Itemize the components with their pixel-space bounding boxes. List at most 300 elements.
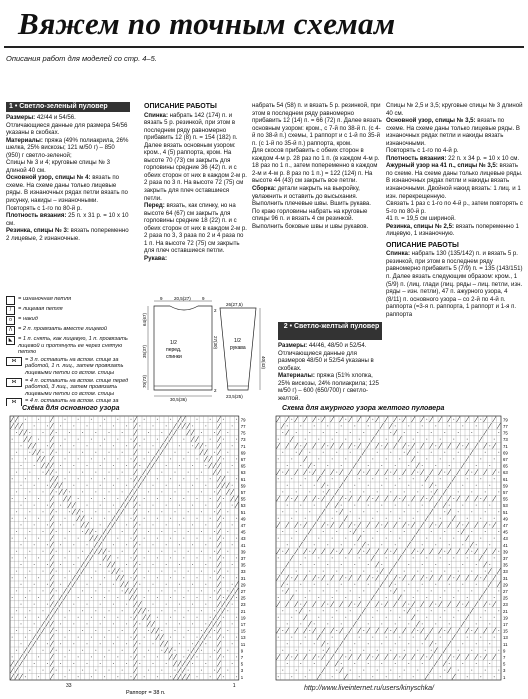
stitch-dot	[462, 544, 463, 545]
stitch-dot	[494, 518, 495, 519]
stitch-dot	[201, 610, 202, 611]
chart1-row-number: 19	[240, 615, 246, 621]
chart1-repeat-label: Раппорт = 38 п.	[126, 690, 166, 696]
stitch-dot	[471, 432, 472, 433]
stitch-dot	[47, 663, 48, 664]
stitch-dot	[223, 458, 224, 459]
stitch-dot	[318, 458, 319, 459]
stitch-dot	[232, 465, 233, 466]
stitch-dot	[109, 452, 110, 453]
stitch-dot	[25, 538, 26, 539]
stitch-dot	[214, 511, 215, 512]
stitch-dot	[236, 478, 237, 479]
stitch-dot	[100, 643, 101, 644]
stitch-dot	[296, 511, 297, 512]
stitch-dot	[471, 650, 472, 651]
stitch-dot	[345, 577, 346, 578]
stitch-dot	[183, 439, 184, 440]
stitch-dot	[144, 518, 145, 519]
stitch-dot	[291, 676, 292, 677]
stitch-dot	[476, 425, 477, 426]
stitch-dot	[395, 485, 396, 486]
stitch-dot	[227, 590, 228, 591]
front-back-label-1: 1/2	[170, 340, 177, 346]
stitch-dot	[56, 432, 57, 433]
stitch-dot	[227, 531, 228, 532]
stitch-dot	[139, 544, 140, 545]
model2-materials: Материалы: пряжа (51% хлопка, 25% вискозы, 24% полиакрила; 125 м/50 г) – 600 (650/700) г светло-желтой.	[278, 372, 379, 402]
stitch-dot	[345, 498, 346, 499]
chart2-row-number: 21	[503, 608, 508, 614]
stitch-dot	[43, 432, 44, 433]
stitch-dot	[201, 491, 202, 492]
stitch-dot	[16, 472, 17, 473]
stitch-dot	[232, 643, 233, 644]
stitch-dot	[291, 637, 292, 638]
stitch-dot	[422, 643, 423, 644]
chart2-row-number: 47	[503, 523, 508, 528]
stitch-dot	[408, 623, 409, 624]
stitch-dot	[345, 439, 346, 440]
stitch-dot	[87, 445, 88, 446]
stitch-dot	[363, 551, 364, 552]
stitch-dot	[336, 531, 337, 532]
stitch-dot	[480, 518, 481, 519]
stitch-dot	[34, 544, 35, 545]
stitch-dot	[363, 630, 364, 631]
stitch-dot	[16, 551, 17, 552]
stitch-dot	[78, 656, 79, 657]
stitch-dot	[144, 597, 145, 598]
chart2-row-number: 75	[503, 430, 508, 436]
stitch-dot	[395, 465, 396, 466]
chart2-row-number: 71	[503, 443, 508, 449]
stitch-dot	[183, 478, 184, 479]
stitch-dot	[236, 656, 237, 657]
stitch-dot	[386, 538, 387, 539]
stitch-dot	[12, 656, 13, 657]
stitch-dot	[82, 670, 83, 671]
work1-assembly: Сборка: детали накрыть на выкройку, увлажнить и оставить до высыхания. Выполнить плечевые швы. Вшить рукава.	[252, 185, 372, 208]
chart2-row-number: 35	[503, 562, 508, 568]
stitch-dot	[354, 544, 355, 545]
stitch-dot	[372, 458, 373, 459]
stitch-dot	[336, 571, 337, 572]
stitch-dot	[148, 610, 149, 611]
stitch-dot	[60, 465, 61, 466]
stitch-dot	[485, 670, 486, 671]
chart2-row-number: 65	[503, 463, 508, 469]
stitch-dot	[210, 518, 211, 519]
chart2-row-number: 57	[503, 490, 508, 495]
stitch-dot	[377, 610, 378, 611]
stitch-dot	[100, 524, 101, 525]
stitch-dot	[390, 531, 391, 532]
stitch-dot	[223, 577, 224, 578]
stitch-dot	[60, 643, 61, 644]
stitch-dot	[205, 485, 206, 486]
stitch-dot	[417, 571, 418, 572]
stitch-dot	[87, 505, 88, 506]
stitch-dot	[314, 623, 315, 624]
dim-top-2: 9	[202, 296, 205, 301]
stitch-dot	[462, 584, 463, 585]
stitch-dot	[296, 590, 297, 591]
stitch-dot	[205, 564, 206, 565]
model2-lace-width: 41 п. = 19,5 см шириной.	[386, 215, 456, 223]
stitch-dot	[25, 478, 26, 479]
stitch-dot	[104, 439, 105, 440]
stitch-dot	[205, 524, 206, 525]
stitch-dot	[417, 610, 418, 611]
stitch-dot	[148, 531, 149, 532]
stitch-dot	[144, 557, 145, 558]
stitch-dot	[100, 505, 101, 506]
stitch-dot	[232, 564, 233, 565]
stitch-dot	[210, 577, 211, 578]
stitch-dot	[345, 538, 346, 539]
stitch-dot	[399, 637, 400, 638]
stitch-dot	[363, 650, 364, 651]
stitch-dot	[395, 623, 396, 624]
stitch-dot	[453, 557, 454, 558]
chart2-row-number: 59	[503, 483, 508, 489]
chart1-row-number: 51	[240, 509, 246, 515]
stitch-dot	[390, 511, 391, 512]
stitch-dot	[287, 544, 288, 545]
stitch-dot	[104, 518, 105, 519]
stitch-dot	[413, 518, 414, 519]
stitch-dot	[175, 670, 176, 671]
stitch-dot	[223, 617, 224, 618]
stitch-dot	[422, 505, 423, 506]
stitch-dot	[91, 656, 92, 657]
stitch-dot	[104, 637, 105, 638]
stitch-dot	[291, 538, 292, 539]
stitch-dot	[291, 518, 292, 519]
stitch-dot	[104, 617, 105, 618]
stitch-dot	[282, 630, 283, 631]
stitch-dot	[422, 485, 423, 486]
stitch-dot	[131, 557, 132, 558]
stitch-dot	[377, 571, 378, 572]
stitch-dot	[188, 491, 189, 492]
stitch-dot	[372, 478, 373, 479]
stitch-dot	[29, 491, 30, 492]
stitch-dot	[291, 656, 292, 657]
stitch-dot	[413, 439, 414, 440]
stitch-dot	[341, 425, 342, 426]
stitch-dot	[210, 597, 211, 598]
stitch-dot	[431, 531, 432, 532]
stitch-dot	[139, 584, 140, 585]
stitch-dot	[117, 478, 118, 479]
stitch-dot	[104, 597, 105, 598]
stitch-dot	[21, 604, 22, 605]
stitch-dot	[95, 452, 96, 453]
stitch-dot	[113, 465, 114, 466]
stitch-dot	[65, 518, 66, 519]
stitch-dot	[56, 590, 57, 591]
stitch-dot	[60, 445, 61, 446]
stitch-dot	[38, 419, 39, 420]
stitch-dot	[91, 597, 92, 598]
stitch-dot	[82, 472, 83, 473]
stitch-dot	[65, 419, 66, 420]
stitch-dot	[232, 663, 233, 664]
stitch-dot	[417, 551, 418, 552]
stitch-dot	[16, 650, 17, 651]
stitch-dot	[188, 650, 189, 651]
stitch-dot	[305, 439, 306, 440]
stitch-dot	[161, 511, 162, 512]
stitch-dot	[16, 531, 17, 532]
stitch-dot	[282, 491, 283, 492]
stitch-dot	[498, 670, 499, 671]
stitch-dot	[323, 571, 324, 572]
stitch-dot	[82, 452, 83, 453]
stitch-dot	[188, 590, 189, 591]
stitch-dot	[210, 419, 211, 420]
stitch-dot	[381, 604, 382, 605]
stitch-dot	[183, 498, 184, 499]
stitch-dot	[157, 656, 158, 657]
stitch-dot	[29, 472, 30, 473]
stitch-dot	[122, 650, 123, 651]
stitch-dot	[458, 590, 459, 591]
stitch-dot	[179, 445, 180, 446]
stitch-dot	[282, 610, 283, 611]
stitch-dot	[489, 564, 490, 565]
stitch-dot	[449, 564, 450, 565]
stitch-dot	[157, 557, 158, 558]
stitch-dot	[47, 425, 48, 426]
stitch-dot	[363, 590, 364, 591]
stitch-dot	[372, 518, 373, 519]
stitch-dot	[476, 623, 477, 624]
stitch-dot	[91, 458, 92, 459]
stitch-dot	[449, 623, 450, 624]
stitch-dot	[372, 419, 373, 420]
stitch-dot	[153, 604, 154, 605]
stitch-dot	[341, 465, 342, 466]
stitch-dot	[175, 551, 176, 552]
stitch-dot	[157, 538, 158, 539]
stitch-dot	[60, 584, 61, 585]
stitch-dot	[467, 676, 468, 677]
stitch-dot	[65, 656, 66, 657]
stitch-dot	[462, 524, 463, 525]
stitch-dot	[227, 452, 228, 453]
stitch-dot	[210, 637, 211, 638]
chart1-row-number: 71	[240, 443, 246, 449]
stitch-dot	[282, 650, 283, 651]
stitch-dot	[122, 491, 123, 492]
stitch-dot	[126, 663, 127, 664]
stitch-dot	[227, 650, 228, 651]
stitch-dot	[170, 557, 171, 558]
stitch-dot	[197, 637, 198, 638]
stitch-dot	[100, 465, 101, 466]
stitch-dot	[309, 491, 310, 492]
stitch-dot	[449, 544, 450, 545]
stitch-dot	[318, 597, 319, 598]
stitch-dot	[332, 439, 333, 440]
chart1-row-number: 57	[240, 490, 246, 495]
stitch-dot	[368, 623, 369, 624]
stitch-dot	[368, 505, 369, 506]
stitch-dot	[100, 445, 101, 446]
stitch-dot	[131, 617, 132, 618]
stitch-dot	[449, 584, 450, 585]
stitch-dot	[345, 557, 346, 558]
stitch-dot	[131, 518, 132, 519]
stitch-dot	[192, 425, 193, 426]
stitch-dot	[82, 650, 83, 651]
stitch-dot	[95, 472, 96, 473]
stitch-dot	[386, 478, 387, 479]
stitch-dot	[60, 524, 61, 525]
stitch-dot	[458, 511, 459, 512]
stitch-dot	[12, 538, 13, 539]
stitch-dot	[157, 419, 158, 420]
stitch-dot	[192, 465, 193, 466]
stitch-dot	[381, 544, 382, 545]
chart1-row-number: 33	[240, 569, 246, 575]
stitch-dot	[390, 551, 391, 552]
stitch-dot	[236, 557, 237, 558]
stitch-dot	[440, 617, 441, 618]
stitch-dot	[417, 670, 418, 671]
stitch-dot	[278, 617, 279, 618]
stitch-dot	[29, 610, 30, 611]
stitch-dot	[462, 425, 463, 426]
stitch-dot	[25, 577, 26, 578]
stitch-dot	[314, 485, 315, 486]
stitch-dot	[144, 676, 145, 677]
stitch-dot	[287, 505, 288, 506]
stitch-dot	[144, 439, 145, 440]
stitch-dot	[300, 465, 301, 466]
stitch-dot	[426, 498, 427, 499]
stitch-dot	[201, 432, 202, 433]
stitch-dot	[399, 656, 400, 657]
stitch-dot	[192, 564, 193, 565]
stitch-dot	[332, 478, 333, 479]
stitch-dot	[38, 617, 39, 618]
model2-density: Плотность вязания: 22 п. х 34 р. = 10 х 10 см.	[386, 154, 520, 162]
sleeve-dim-bottom: 23,5(25)	[226, 394, 243, 399]
stitch-dot	[223, 518, 224, 519]
stitch-dot	[359, 597, 360, 598]
stitch-dot	[489, 465, 490, 466]
stitch-dot	[480, 676, 481, 677]
stitch-dot	[109, 590, 110, 591]
stitch-dot	[309, 511, 310, 512]
stitch-dot	[408, 663, 409, 664]
stitch-dot	[153, 485, 154, 486]
work1-front: Перед: вязать, как спинку, но на высоте 64 (67) см закрыть для горловины средние 18 (22) п. и с обеих сторон от них в каждом 2-м р. 2 раза по 3, 3 раза по 2 и 4 раза по 1 п. На высоте 72 (75) см закрыть для плеч оставшиеся петли.	[144, 202, 247, 255]
stitch-dot	[170, 577, 171, 578]
stitch-dot	[197, 478, 198, 479]
stitch-dot	[153, 445, 154, 446]
stitch-dot	[91, 637, 92, 638]
stitch-dot	[458, 670, 459, 671]
stitch-dot	[444, 610, 445, 611]
stitch-dot	[179, 544, 180, 545]
stitch-dot	[12, 439, 13, 440]
stitch-dot	[372, 498, 373, 499]
stitch-dot	[350, 531, 351, 532]
stitch-dot	[69, 531, 70, 532]
stitch-dot	[65, 577, 66, 578]
stitch-dot	[399, 538, 400, 539]
stitch-dot	[210, 439, 211, 440]
stitch-dot	[43, 491, 44, 492]
stitch-dot	[117, 538, 118, 539]
stitch-dot	[78, 458, 79, 459]
stitch-dot	[363, 491, 364, 492]
stitch-dot	[431, 432, 432, 433]
stitch-dot	[489, 445, 490, 446]
stitch-dot	[417, 432, 418, 433]
stitch-dot	[73, 465, 74, 466]
stitch-dot	[188, 610, 189, 611]
chart2-row-number: 55	[503, 496, 508, 502]
stitch-dot	[69, 650, 70, 651]
stitch-dot	[440, 557, 441, 558]
stitch-dot	[47, 524, 48, 525]
stitch-dot	[332, 557, 333, 558]
stitch-dot	[318, 439, 319, 440]
stitch-dot	[404, 452, 405, 453]
stitch-dot	[69, 432, 70, 433]
stitch-dot	[327, 465, 328, 466]
stitch-dot	[148, 511, 149, 512]
symbol-legend	[6, 296, 130, 406]
stitch-dot	[69, 610, 70, 611]
stitch-dot	[435, 584, 436, 585]
stitch-dot	[431, 610, 432, 611]
chart1-row-number: 15	[240, 628, 246, 634]
stitch-dot	[327, 584, 328, 585]
chart2-row-number: 3	[503, 668, 506, 674]
stitch-dot	[65, 439, 66, 440]
stitch-dot	[21, 623, 22, 624]
stitch-dot	[318, 557, 319, 558]
stitch-dot	[117, 656, 118, 657]
stitch-dot	[29, 630, 30, 631]
dim-right-0: 2	[214, 308, 217, 313]
stitch-dot	[56, 650, 57, 651]
model1-column	[6, 102, 130, 294]
stitch-dot	[29, 571, 30, 572]
stitch-dot	[480, 577, 481, 578]
stitch-dot	[126, 524, 127, 525]
stitch-dot	[282, 590, 283, 591]
work1-heading: ОПИСАНИЕ РАБОТЫ	[144, 103, 217, 110]
stitch-dot	[122, 610, 123, 611]
stitch-dot	[336, 670, 337, 671]
stitch-dot	[386, 617, 387, 618]
stitch-dot	[205, 465, 206, 466]
stitch-dot	[453, 538, 454, 539]
stitch-dot	[489, 485, 490, 486]
stitch-dot	[95, 432, 96, 433]
stitch-dot	[485, 531, 486, 532]
stitch-dot	[480, 617, 481, 618]
stitch-dot	[300, 564, 301, 565]
